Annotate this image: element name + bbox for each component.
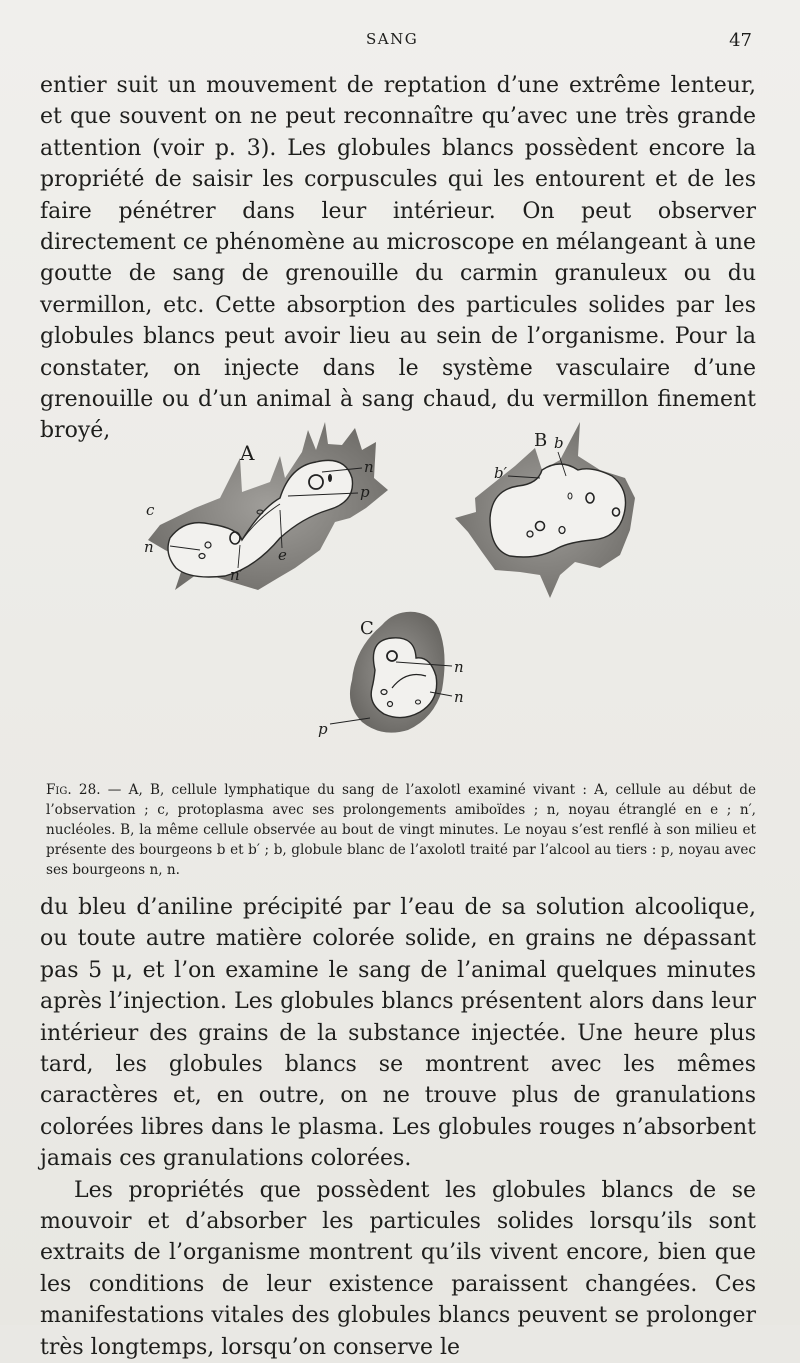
nucleolus [328,474,332,482]
paragraph: entier suit un mouvement de reptation d’une extrême lenteur, et que souvent on ne peut reconnaître qu’avec une très grande attention (voir p. 3). Les globules blancs possèdent encore la propriété de saisir les corpuscules qui les entourent et de les faire pénétrer dans leur intérieur. On peut observer directement ce phénomène au microscope en mélangeant à une goutte de sang de grenouille du carmin granuleux ou du vermillon, etc. Cette absorption des particules solides par les globules blancs peut avoir lieu au sein de l’organisme. Pour la constater, on injecte dans le système vasculaire d’une grenouille ou d’un animal à sang chaud, du vermillon finement broyé, [40,73,756,444]
label-b-prime: b′ [494,464,508,482]
label-e: e [278,546,287,564]
label-n: n [364,458,374,476]
panel-b-letter: B [534,430,548,451]
bottom-text-block [40,892,756,1363]
label-n: n [454,688,464,706]
label-c: c [146,501,155,519]
paragraph: du bleu d’aniline précipité par l’eau de sa solution alcoolique, ou toute autre matière colorée solide, en grains ne dépassant pas 5 μ, et l’on examine le sang de l’animal quelques minutes après l’injection. Les globules blancs présentent alors dans leur intérieur des grains de la substance injectée. Une heure plus tard, les globules blancs se montrent avec les mêmes caractères et, en outre, on ne trouve plus de granulations colorées libres dans le plasma. Les globules rouges n’absorbent jamais ces granulations colorées. [40,895,756,1172]
label-p: p [318,720,328,738]
panel-c-letter: C [360,618,374,639]
page-number: 47 [729,30,752,51]
label-n-prime: n′ [230,566,244,584]
panel-c [318,612,464,738]
label-n: n [454,658,464,676]
panel-a-letter: A [240,441,255,465]
panel-b [455,422,635,598]
figure-illustration [130,400,770,765]
figure-28 [130,400,770,765]
panel-a [144,422,388,590]
caption-label: Fig. 28. [46,782,101,798]
running-head [0,30,800,56]
figure-caption [46,780,756,880]
caption-text: — A, B, cellule lymphatique du sang de l’axolotl examiné vivant : A, cellule au début de l’observation ; c, protoplasma avec ses prolongements amiboïdes ; n, noyau étranglé en e ; n′, nucléoles. B, la même cellule observée au bout de vingt minutes. Le noyau s’est renflé à son milieu et présente des bourgeons b et b′ ; b, globule blanc de l’axolotl traité par l’alcool au tiers : p, noyau avec ses bourgeons n, n. [46,782,757,878]
label-b: b [554,434,564,452]
running-head-title: SANG [366,30,419,48]
top-text-block [40,70,756,447]
label-p: p [360,483,370,501]
label-n: n [144,538,154,556]
paragraph: Les propriétés que possèdent les globules blancs de se mouvoir et d’absorber les particules solides lorsqu’ils sont extraits de l’organisme montrent qu’ils vivent encore, bien que les conditions de leur existence paraissent changées. Ces manifestations vitales des globules blancs peuvent se prolonger très longtemps, lorsqu’on conserve le [40,1177,756,1360]
